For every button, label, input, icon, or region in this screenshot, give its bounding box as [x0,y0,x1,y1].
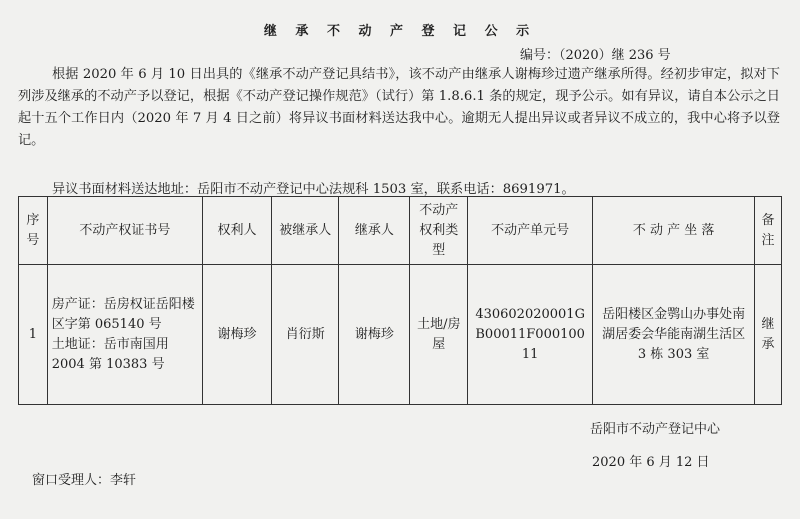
cell-right-type: 土地/房屋 [410,265,468,405]
cell-obligee: 谢梅珍 [202,265,271,405]
property-table [18,196,782,405]
header-decedent: 被继承人 [272,197,339,265]
issue-date: 2020 年 6 月 12 日 [592,455,710,470]
header-cert-no: 不动产权证书号 [47,197,202,265]
issuing-organization: 岳阳市不动产登记中心 [590,422,721,437]
house-cert: 房产证：岳房权证岳阳楼区字第 065140 号 [51,296,195,332]
cell-remark: 继承 [755,265,782,405]
table-row [19,265,782,405]
objection-address: 异议书面材料送达地址：岳阳市不动产登记中心法规科 1503 室，联系电话：8691971。 [52,182,575,197]
cell-seq: 1 [19,265,48,405]
header-location: 不 动 产 坐 落 [593,197,755,265]
header-unit-no: 不动产单元号 [468,197,593,265]
cell-location: 岳阳楼区金鹗山办事处南湖居委会华能南湖生活区 3 栋 303 室 [593,265,755,405]
land-cert: 土地证：岳市南国用 2004 第 10383 号 [51,336,169,372]
header-heir: 继承人 [339,197,410,265]
cell-heir: 谢梅珍 [339,265,410,405]
notice-paragraph: 根据 2020 年 6 月 10 日出具的《继承不动产登记具结书》，该不动产由继承人谢梅珍过遗产继承所得。经初步审定，拟对下列涉及继承的不动产予以登记，根据《不动产登记操作规范》（试行）第 1.8.6.1 条的规定，现予公示。如有异议，请自本公示之日起十五个工作日内（2020 年 7 月 4 日之前）将异议书面材料送达我中心。逾期无人提出异议或者异议不成立的，我中心将予以登记。 [18,67,780,148]
table-header-row [19,197,782,265]
cell-unit-no: 430602020001GB00011F00010011 [468,265,593,405]
header-right-type: 不动产权利类型 [410,197,468,265]
document-number: 编号：（2020）继 236 号 [520,48,671,63]
header-obligee: 权利人 [202,197,271,265]
header-seq: 序号 [19,197,48,265]
window-handler: 窗口受理人：李轩 [32,473,137,488]
page-title: 继 承 不 动 产 登 记 公 示 [263,24,537,39]
cell-cert-no [47,265,202,405]
cell-decedent: 肖衍斯 [272,265,339,405]
header-remark: 备注 [755,197,782,265]
